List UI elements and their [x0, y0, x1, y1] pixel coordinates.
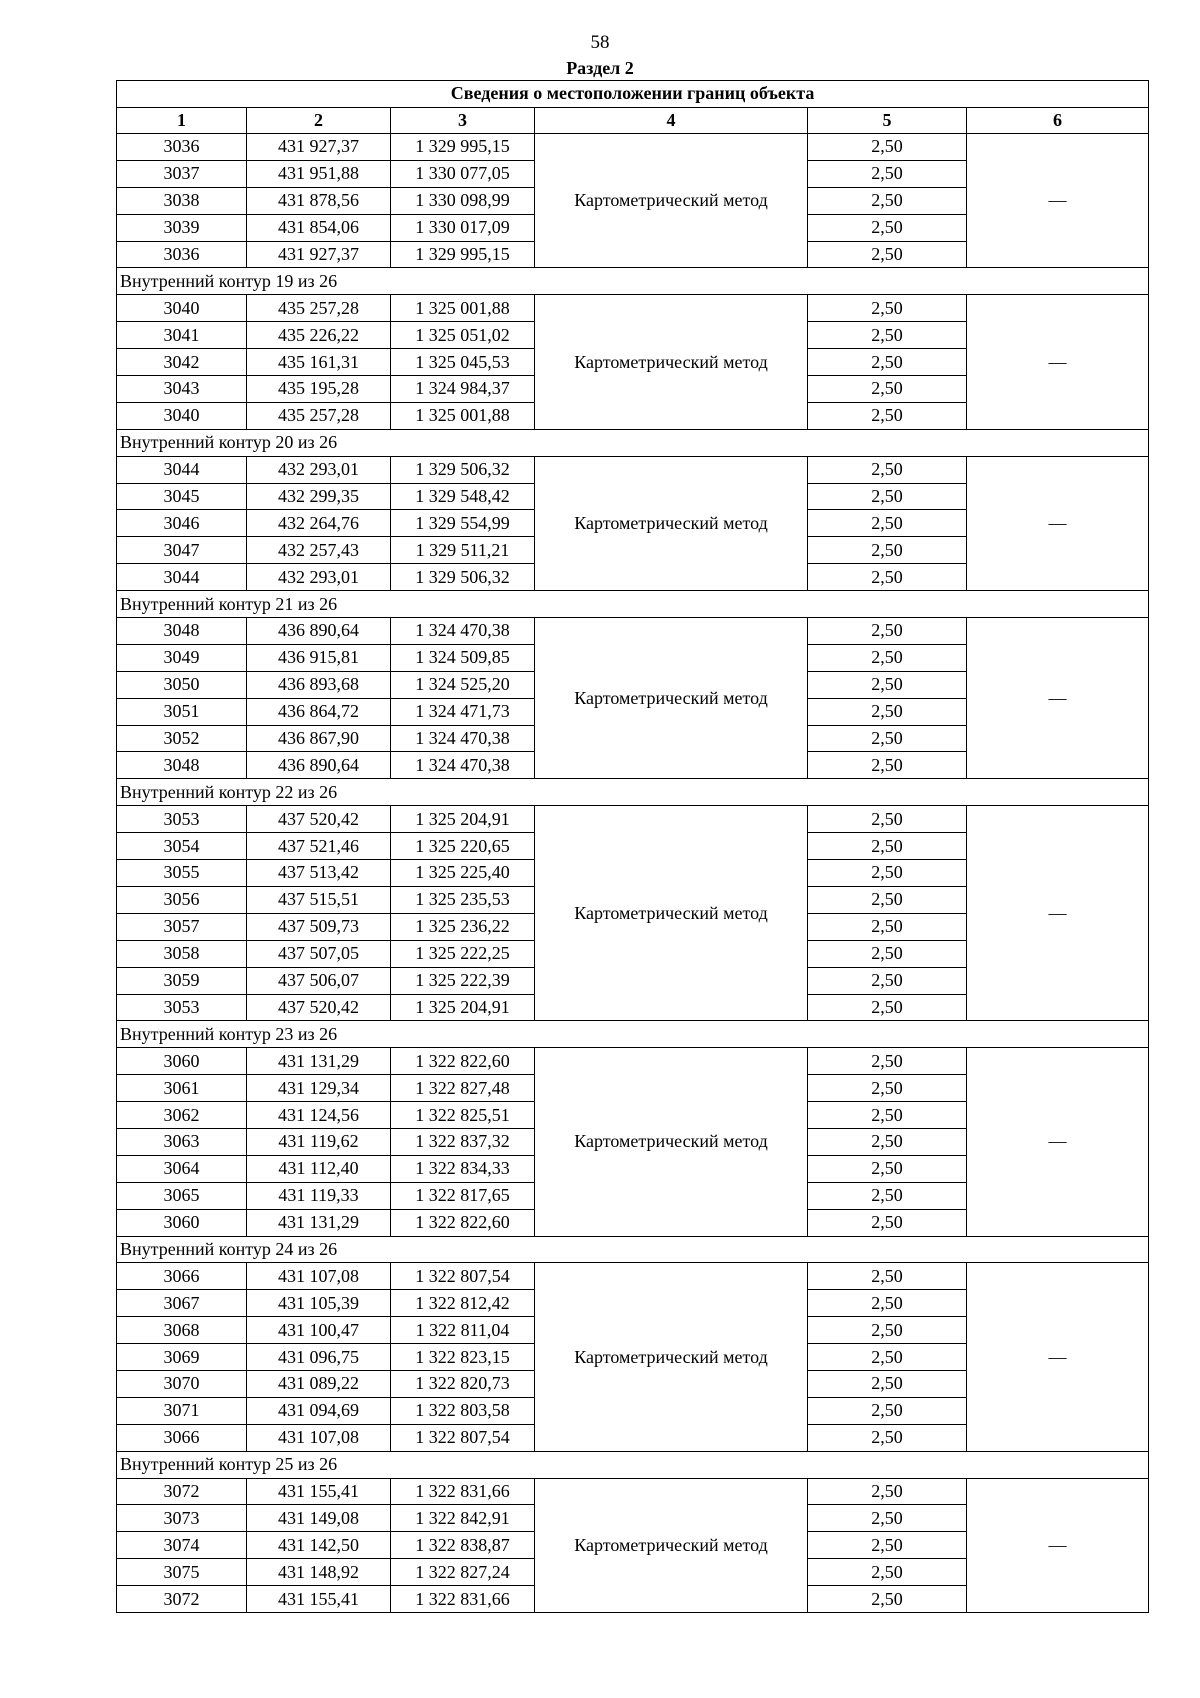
x-coordinate-cell: 436 890,64 [247, 752, 391, 779]
accuracy-cell: 2,50 [808, 698, 967, 725]
method-cell: Картометрический метод [535, 806, 808, 1021]
x-coordinate-cell: 431 112,40 [247, 1155, 391, 1182]
point-number-cell: 3075 [117, 1559, 247, 1586]
y-coordinate-cell: 1 325 225,40 [391, 860, 535, 887]
note-cell: — [967, 618, 1149, 779]
contour-label: Внутренний контур 24 из 26 [117, 1236, 1149, 1263]
table-row [117, 456, 1149, 483]
accuracy-cell: 2,50 [808, 1290, 967, 1317]
x-coordinate-cell: 437 507,05 [247, 940, 391, 967]
accuracy-cell: 2,50 [808, 913, 967, 940]
point-number-cell: 3052 [117, 725, 247, 752]
accuracy-cell: 2,50 [808, 940, 967, 967]
y-coordinate-cell: 1 329 511,21 [391, 537, 535, 564]
method-cell: Картометрический метод [535, 618, 808, 779]
y-coordinate-cell: 1 329 506,32 [391, 456, 535, 483]
accuracy-cell: 2,50 [808, 160, 967, 187]
boundary-coordinates-table [116, 80, 1149, 1613]
column-header: 2 [247, 107, 391, 134]
contour-label: Внутренний контур 22 из 26 [117, 779, 1149, 806]
accuracy-cell: 2,50 [808, 1424, 967, 1451]
table-row [117, 295, 1149, 322]
y-coordinate-cell: 1 325 001,88 [391, 295, 535, 322]
y-coordinate-cell: 1 325 236,22 [391, 913, 535, 940]
y-coordinate-cell: 1 329 506,32 [391, 564, 535, 591]
table-row [117, 618, 1149, 645]
table-row [117, 134, 1149, 161]
x-coordinate-cell: 431 124,56 [247, 1102, 391, 1129]
accuracy-cell: 2,50 [808, 1370, 967, 1397]
accuracy-cell: 2,50 [808, 1209, 967, 1236]
y-coordinate-cell: 1 325 222,39 [391, 967, 535, 994]
column-header: 5 [808, 107, 967, 134]
point-number-cell: 3047 [117, 537, 247, 564]
column-header: 3 [391, 107, 535, 134]
x-coordinate-cell: 431 089,22 [247, 1370, 391, 1397]
contour-label-row [117, 779, 1149, 806]
accuracy-cell: 2,50 [808, 1155, 967, 1182]
accuracy-cell: 2,50 [808, 537, 967, 564]
point-number-cell: 3067 [117, 1290, 247, 1317]
y-coordinate-cell: 1 329 554,99 [391, 510, 535, 537]
accuracy-cell: 2,50 [808, 1397, 967, 1424]
table-row [117, 1048, 1149, 1075]
point-number-cell: 3063 [117, 1128, 247, 1155]
page-number: 58 [590, 32, 610, 53]
y-coordinate-cell: 1 325 204,91 [391, 806, 535, 833]
point-number-cell: 3072 [117, 1586, 247, 1613]
x-coordinate-cell: 431 119,33 [247, 1182, 391, 1209]
accuracy-cell: 2,50 [808, 752, 967, 779]
point-number-cell: 3070 [117, 1370, 247, 1397]
accuracy-cell: 2,50 [808, 1532, 967, 1559]
contour-label-row [117, 1451, 1149, 1478]
accuracy-cell: 2,50 [808, 644, 967, 671]
accuracy-cell: 2,50 [808, 1182, 967, 1209]
accuracy-cell: 2,50 [808, 214, 967, 241]
y-coordinate-cell: 1 324 470,38 [391, 725, 535, 752]
x-coordinate-cell: 431 100,47 [247, 1317, 391, 1344]
y-coordinate-cell: 1 322 827,24 [391, 1559, 535, 1586]
point-number-cell: 3064 [117, 1155, 247, 1182]
point-number-cell: 3058 [117, 940, 247, 967]
y-coordinate-cell: 1 322 807,54 [391, 1263, 535, 1290]
x-coordinate-cell: 432 299,35 [247, 483, 391, 510]
table-body [117, 81, 1149, 1613]
contour-label-row [117, 429, 1149, 456]
table-row [117, 1263, 1149, 1290]
x-coordinate-cell: 431 148,92 [247, 1559, 391, 1586]
note-cell: — [967, 456, 1149, 590]
accuracy-cell: 2,50 [808, 833, 967, 860]
x-coordinate-cell: 437 520,42 [247, 806, 391, 833]
y-coordinate-cell: 1 325 222,25 [391, 940, 535, 967]
point-number-cell: 3036 [117, 134, 247, 161]
x-coordinate-cell: 431 155,41 [247, 1586, 391, 1613]
accuracy-cell: 2,50 [808, 886, 967, 913]
accuracy-cell: 2,50 [808, 860, 967, 887]
x-coordinate-cell: 436 867,90 [247, 725, 391, 752]
y-coordinate-cell: 1 322 827,48 [391, 1075, 535, 1102]
accuracy-cell: 2,50 [808, 1478, 967, 1505]
x-coordinate-cell: 435 257,28 [247, 295, 391, 322]
point-number-cell: 3038 [117, 187, 247, 214]
column-header: 6 [967, 107, 1149, 134]
point-number-cell: 3040 [117, 402, 247, 429]
x-coordinate-cell: 431 131,29 [247, 1209, 391, 1236]
accuracy-cell: 2,50 [808, 483, 967, 510]
y-coordinate-cell: 1 329 995,15 [391, 241, 535, 268]
x-coordinate-cell: 431 951,88 [247, 160, 391, 187]
point-number-cell: 3045 [117, 483, 247, 510]
x-coordinate-cell: 435 195,28 [247, 376, 391, 403]
point-number-cell: 3050 [117, 671, 247, 698]
y-coordinate-cell: 1 324 470,38 [391, 752, 535, 779]
table-caption: Сведения о местоположении границ объекта [117, 81, 1149, 108]
x-coordinate-cell: 437 520,42 [247, 994, 391, 1021]
point-number-cell: 3060 [117, 1048, 247, 1075]
x-coordinate-cell: 431 105,39 [247, 1290, 391, 1317]
contour-label-row [117, 268, 1149, 295]
x-coordinate-cell: 431 854,06 [247, 214, 391, 241]
point-number-cell: 3044 [117, 564, 247, 591]
contour-label: Внутренний контур 20 из 26 [117, 429, 1149, 456]
point-number-cell: 3039 [117, 214, 247, 241]
point-number-cell: 3068 [117, 1317, 247, 1344]
contour-label-row [117, 591, 1149, 618]
y-coordinate-cell: 1 330 077,05 [391, 160, 535, 187]
point-number-cell: 3072 [117, 1478, 247, 1505]
x-coordinate-cell: 435 226,22 [247, 322, 391, 349]
y-coordinate-cell: 1 322 812,42 [391, 1290, 535, 1317]
y-coordinate-cell: 1 322 811,04 [391, 1317, 535, 1344]
y-coordinate-cell: 1 322 807,54 [391, 1424, 535, 1451]
x-coordinate-cell: 435 161,31 [247, 349, 391, 376]
accuracy-cell: 2,50 [808, 1586, 967, 1613]
contour-label: Внутренний контур 25 из 26 [117, 1451, 1149, 1478]
x-coordinate-cell: 431 878,56 [247, 187, 391, 214]
accuracy-cell: 2,50 [808, 994, 967, 1021]
x-coordinate-cell: 431 107,08 [247, 1424, 391, 1451]
section-title: Раздел 2 [566, 58, 634, 78]
point-number-cell: 3069 [117, 1344, 247, 1371]
method-cell: Картометрический метод [535, 295, 808, 429]
x-coordinate-cell: 431 155,41 [247, 1478, 391, 1505]
y-coordinate-cell: 1 325 001,88 [391, 402, 535, 429]
accuracy-cell: 2,50 [808, 295, 967, 322]
y-coordinate-cell: 1 325 235,53 [391, 886, 535, 913]
note-cell: — [967, 134, 1149, 268]
point-number-cell: 3041 [117, 322, 247, 349]
x-coordinate-cell: 431 096,75 [247, 1344, 391, 1371]
accuracy-cell: 2,50 [808, 1048, 967, 1075]
x-coordinate-cell: 435 257,28 [247, 402, 391, 429]
x-coordinate-cell: 431 142,50 [247, 1532, 391, 1559]
y-coordinate-cell: 1 322 803,58 [391, 1397, 535, 1424]
accuracy-cell: 2,50 [808, 402, 967, 429]
x-coordinate-cell: 432 293,01 [247, 456, 391, 483]
accuracy-cell: 2,50 [808, 1102, 967, 1129]
x-coordinate-cell: 437 506,07 [247, 967, 391, 994]
contour-label: Внутренний контур 19 из 26 [117, 268, 1149, 295]
point-number-cell: 3061 [117, 1075, 247, 1102]
point-number-cell: 3055 [117, 860, 247, 887]
y-coordinate-cell: 1 330 017,09 [391, 214, 535, 241]
y-coordinate-cell: 1 322 831,66 [391, 1478, 535, 1505]
x-coordinate-cell: 432 264,76 [247, 510, 391, 537]
accuracy-cell: 2,50 [808, 618, 967, 645]
point-number-cell: 3066 [117, 1263, 247, 1290]
x-coordinate-cell: 431 927,37 [247, 134, 391, 161]
point-number-cell: 3053 [117, 806, 247, 833]
y-coordinate-cell: 1 322 823,15 [391, 1344, 535, 1371]
accuracy-cell: 2,50 [808, 806, 967, 833]
note-cell: — [967, 806, 1149, 1021]
note-cell: — [967, 1478, 1149, 1612]
point-number-cell: 3060 [117, 1209, 247, 1236]
accuracy-cell: 2,50 [808, 1263, 967, 1290]
x-coordinate-cell: 437 515,51 [247, 886, 391, 913]
y-coordinate-cell: 1 322 825,51 [391, 1102, 535, 1129]
y-coordinate-cell: 1 330 098,99 [391, 187, 535, 214]
column-header: 4 [535, 107, 808, 134]
table-caption-row [117, 81, 1149, 108]
accuracy-cell: 2,50 [808, 322, 967, 349]
column-header-row [117, 107, 1149, 134]
x-coordinate-cell: 432 293,01 [247, 564, 391, 591]
y-coordinate-cell: 1 322 817,65 [391, 1182, 535, 1209]
point-number-cell: 3043 [117, 376, 247, 403]
point-number-cell: 3036 [117, 241, 247, 268]
note-cell: — [967, 1048, 1149, 1236]
note-cell: — [967, 295, 1149, 429]
x-coordinate-cell: 437 509,73 [247, 913, 391, 940]
point-number-cell: 3042 [117, 349, 247, 376]
point-number-cell: 3071 [117, 1397, 247, 1424]
accuracy-cell: 2,50 [808, 456, 967, 483]
y-coordinate-cell: 1 322 822,60 [391, 1209, 535, 1236]
x-coordinate-cell: 431 094,69 [247, 1397, 391, 1424]
table-row [117, 1478, 1149, 1505]
table-row [117, 806, 1149, 833]
accuracy-cell: 2,50 [808, 1505, 967, 1532]
point-number-cell: 3044 [117, 456, 247, 483]
y-coordinate-cell: 1 322 822,60 [391, 1048, 535, 1075]
accuracy-cell: 2,50 [808, 725, 967, 752]
y-coordinate-cell: 1 325 220,65 [391, 833, 535, 860]
y-coordinate-cell: 1 329 995,15 [391, 134, 535, 161]
accuracy-cell: 2,50 [808, 671, 967, 698]
method-cell: Картометрический метод [535, 1263, 808, 1451]
y-coordinate-cell: 1 322 842,91 [391, 1505, 535, 1532]
point-number-cell: 3051 [117, 698, 247, 725]
point-number-cell: 3048 [117, 752, 247, 779]
x-coordinate-cell: 436 915,81 [247, 644, 391, 671]
point-number-cell: 3062 [117, 1102, 247, 1129]
accuracy-cell: 2,50 [808, 187, 967, 214]
accuracy-cell: 2,50 [808, 967, 967, 994]
point-number-cell: 3037 [117, 160, 247, 187]
y-coordinate-cell: 1 329 548,42 [391, 483, 535, 510]
point-number-cell: 3040 [117, 295, 247, 322]
x-coordinate-cell: 431 131,29 [247, 1048, 391, 1075]
y-coordinate-cell: 1 324 984,37 [391, 376, 535, 403]
method-cell: Картометрический метод [535, 1048, 808, 1236]
accuracy-cell: 2,50 [808, 241, 967, 268]
point-number-cell: 3048 [117, 618, 247, 645]
x-coordinate-cell: 431 119,62 [247, 1128, 391, 1155]
point-number-cell: 3049 [117, 644, 247, 671]
point-number-cell: 3065 [117, 1182, 247, 1209]
x-coordinate-cell: 431 129,34 [247, 1075, 391, 1102]
y-coordinate-cell: 1 324 470,38 [391, 618, 535, 645]
accuracy-cell: 2,50 [808, 349, 967, 376]
x-coordinate-cell: 431 149,08 [247, 1505, 391, 1532]
column-header: 1 [117, 107, 247, 134]
x-coordinate-cell: 431 107,08 [247, 1263, 391, 1290]
x-coordinate-cell: 436 893,68 [247, 671, 391, 698]
accuracy-cell: 2,50 [808, 510, 967, 537]
y-coordinate-cell: 1 324 471,73 [391, 698, 535, 725]
x-coordinate-cell: 436 864,72 [247, 698, 391, 725]
point-number-cell: 3057 [117, 913, 247, 940]
x-coordinate-cell: 437 521,46 [247, 833, 391, 860]
y-coordinate-cell: 1 324 525,20 [391, 671, 535, 698]
method-cell: Картометрический метод [535, 456, 808, 590]
accuracy-cell: 2,50 [808, 1075, 967, 1102]
accuracy-cell: 2,50 [808, 1559, 967, 1586]
accuracy-cell: 2,50 [808, 376, 967, 403]
contour-label: Внутренний контур 23 из 26 [117, 1021, 1149, 1048]
y-coordinate-cell: 1 325 045,53 [391, 349, 535, 376]
point-number-cell: 3046 [117, 510, 247, 537]
accuracy-cell: 2,50 [808, 1317, 967, 1344]
accuracy-cell: 2,50 [808, 564, 967, 591]
y-coordinate-cell: 1 322 820,73 [391, 1370, 535, 1397]
point-number-cell: 3074 [117, 1532, 247, 1559]
method-cell: Картометрический метод [535, 1478, 808, 1612]
y-coordinate-cell: 1 324 509,85 [391, 644, 535, 671]
y-coordinate-cell: 1 325 204,91 [391, 994, 535, 1021]
point-number-cell: 3073 [117, 1505, 247, 1532]
y-coordinate-cell: 1 322 838,87 [391, 1532, 535, 1559]
point-number-cell: 3066 [117, 1424, 247, 1451]
contour-label-row [117, 1021, 1149, 1048]
accuracy-cell: 2,50 [808, 1128, 967, 1155]
accuracy-cell: 2,50 [808, 134, 967, 161]
y-coordinate-cell: 1 325 051,02 [391, 322, 535, 349]
x-coordinate-cell: 432 257,43 [247, 537, 391, 564]
x-coordinate-cell: 437 513,42 [247, 860, 391, 887]
contour-label-row [117, 1236, 1149, 1263]
point-number-cell: 3054 [117, 833, 247, 860]
point-number-cell: 3059 [117, 967, 247, 994]
y-coordinate-cell: 1 322 834,33 [391, 1155, 535, 1182]
accuracy-cell: 2,50 [808, 1344, 967, 1371]
point-number-cell: 3056 [117, 886, 247, 913]
x-coordinate-cell: 431 927,37 [247, 241, 391, 268]
y-coordinate-cell: 1 322 831,66 [391, 1586, 535, 1613]
contour-label: Внутренний контур 21 из 26 [117, 591, 1149, 618]
point-number-cell: 3053 [117, 994, 247, 1021]
note-cell: — [967, 1263, 1149, 1451]
x-coordinate-cell: 436 890,64 [247, 618, 391, 645]
method-cell: Картометрический метод [535, 134, 808, 268]
y-coordinate-cell: 1 322 837,32 [391, 1128, 535, 1155]
